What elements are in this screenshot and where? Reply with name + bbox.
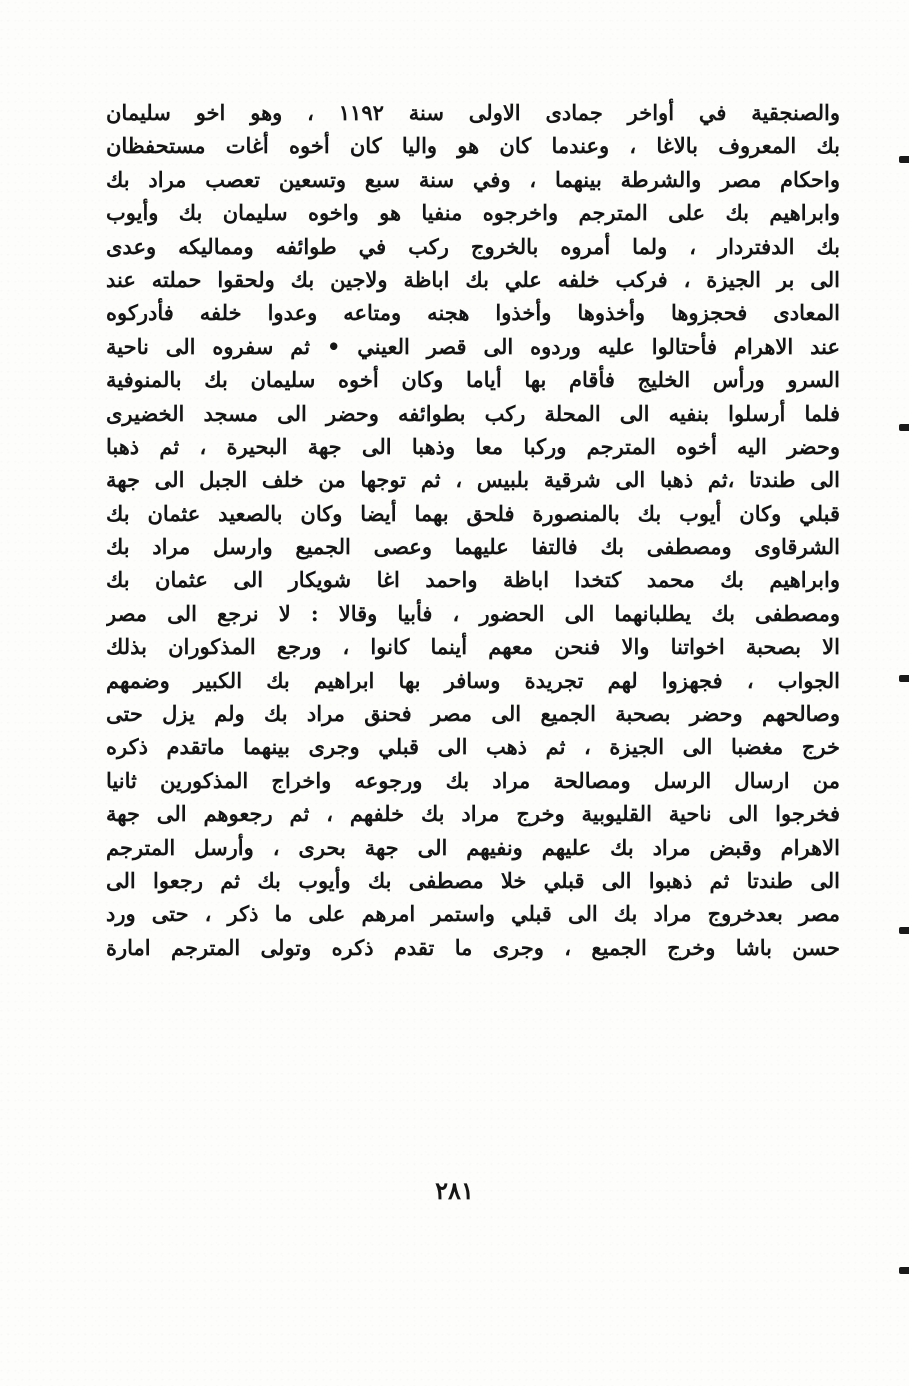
text-line: وحضر اليه أخوه المترجم وركبا معا وذهبا الى جهة البحيرة ، ثم ذهبا [106, 433, 840, 459]
binding-mark [899, 927, 909, 934]
binding-mark [899, 424, 909, 431]
text-line: الى طندتا ،ثم ذهبا الى شرقية بلبيس ، ثم توجها من خلف الجبل الى جهة [106, 467, 840, 493]
text-line: والصنجقية في أواخر جمادى الاولى سنة ١١٩٢ ، وهو اخو سليمان [106, 100, 840, 125]
text-line: خرج مغضبا الى الجيزة ، ثم ذهب الى قبلي وجرى بينهما ماتقدم ذكره [106, 734, 840, 760]
page-number: ٢٨١ [435, 1176, 474, 1205]
text-line: قبلي وكان أيوب بك بالمنصورة فلحق بهما أيضا وكان بالصعيد عثمان بك [106, 500, 840, 526]
binding-mark [899, 1267, 909, 1274]
text-line: مصر بعدخروج مراد بك الى قبلي واستمر امرهم على ما ذكر ، حتى ورد [106, 901, 840, 927]
text-line: فلما أرسلوا بنفيه الى المحلة ركب بطوائفه وحضر الى مسجد الخضيرى [106, 400, 840, 426]
text-line: من ارسال الرسل ومصالحة مراد بك ورجوعه واخراج المذكورين ثانيا [106, 767, 840, 793]
text-line: الاهرام وقبض مراد بك عليهم ونفيهم الى جهة بحرى ، وأرسل المترجم [106, 834, 840, 860]
text-line: فخرجوا الى ناحية القليوبية وخرج مراد بك خلفهم ، ثم رجعوهم الى جهة [106, 801, 840, 827]
text-line: وابراهيم بك محمد كتخدا اباظة واحمد اغا شويكار الى عثمان بك [106, 567, 840, 593]
text-line: بك الدفتردار ، ولما أمروه بالخروج ركب في طوائفه ومماليكه وعدى [106, 233, 840, 259]
text-line: السرو ورأس الخليج فأقام بها أياما وكان أخوه سليمان بك بالمنوفية [106, 367, 840, 393]
text-line: بك المعروف بالاغا ، وعندما كان هو واليا كان أخوه أغات مستحفظان [106, 133, 840, 159]
text-line: الا بصحبة اخواتنا والا فنحن معهم أينما كانوا ، ورجع المذكوران بذلك [106, 634, 840, 660]
text-line: المعادى فحجزوها وأخذوها وأخذوا هجنه ومتاعه وعدوا خلفه فأدركوه [106, 300, 840, 326]
text-line: وصالحهم وحضر بصحبة الجميع الى مصر فحنق مراد بك ولم يزل حتى [106, 701, 840, 727]
text-line: وابراهيم بك على المترجم واخرجوه منفيا هو واخوه سليمان بك وأيوب [106, 200, 840, 226]
text-line: الى طندتا ثم ذهبوا الى قبلي خلا مصطفى بك وأيوب بك ثم رجعوا الى [106, 867, 840, 893]
text-line: الشرقاوى ومصطفى بك فالتفا عليهما وعصى الجميع وارسل مراد بك [106, 534, 840, 560]
text-line: ومصطفى بك يطلبانهما الى الحضور ، فأبيا وقالا : لا نرجع الى مصر [106, 600, 840, 626]
text-line: الجواب ، فجهزوا لهم تجريدة وسافر بها ابراهيم بك الكبير وضمهم [106, 667, 840, 693]
text-line: الى بر الجيزة ، فركب خلفه علي بك اباظة ولاجين بك ولحقوا حملته عند [106, 266, 840, 292]
text-line: حسن باشا وخرج الجميع ، وجرى ما تقدم ذكره وتولى المترجم امارة [106, 934, 840, 960]
binding-mark [899, 675, 909, 682]
text-line: واحكام مصر والشرطة بينهما ، وفي سنة سبع وتسعين تعصب مراد بك [106, 166, 840, 192]
text-line: عند الاهرام فأحتالوا عليه وردوه الى قصر العيني • ثم سفروه الى ناحية [106, 333, 840, 359]
body-text [106, 96, 840, 964]
binding-mark [899, 156, 909, 163]
